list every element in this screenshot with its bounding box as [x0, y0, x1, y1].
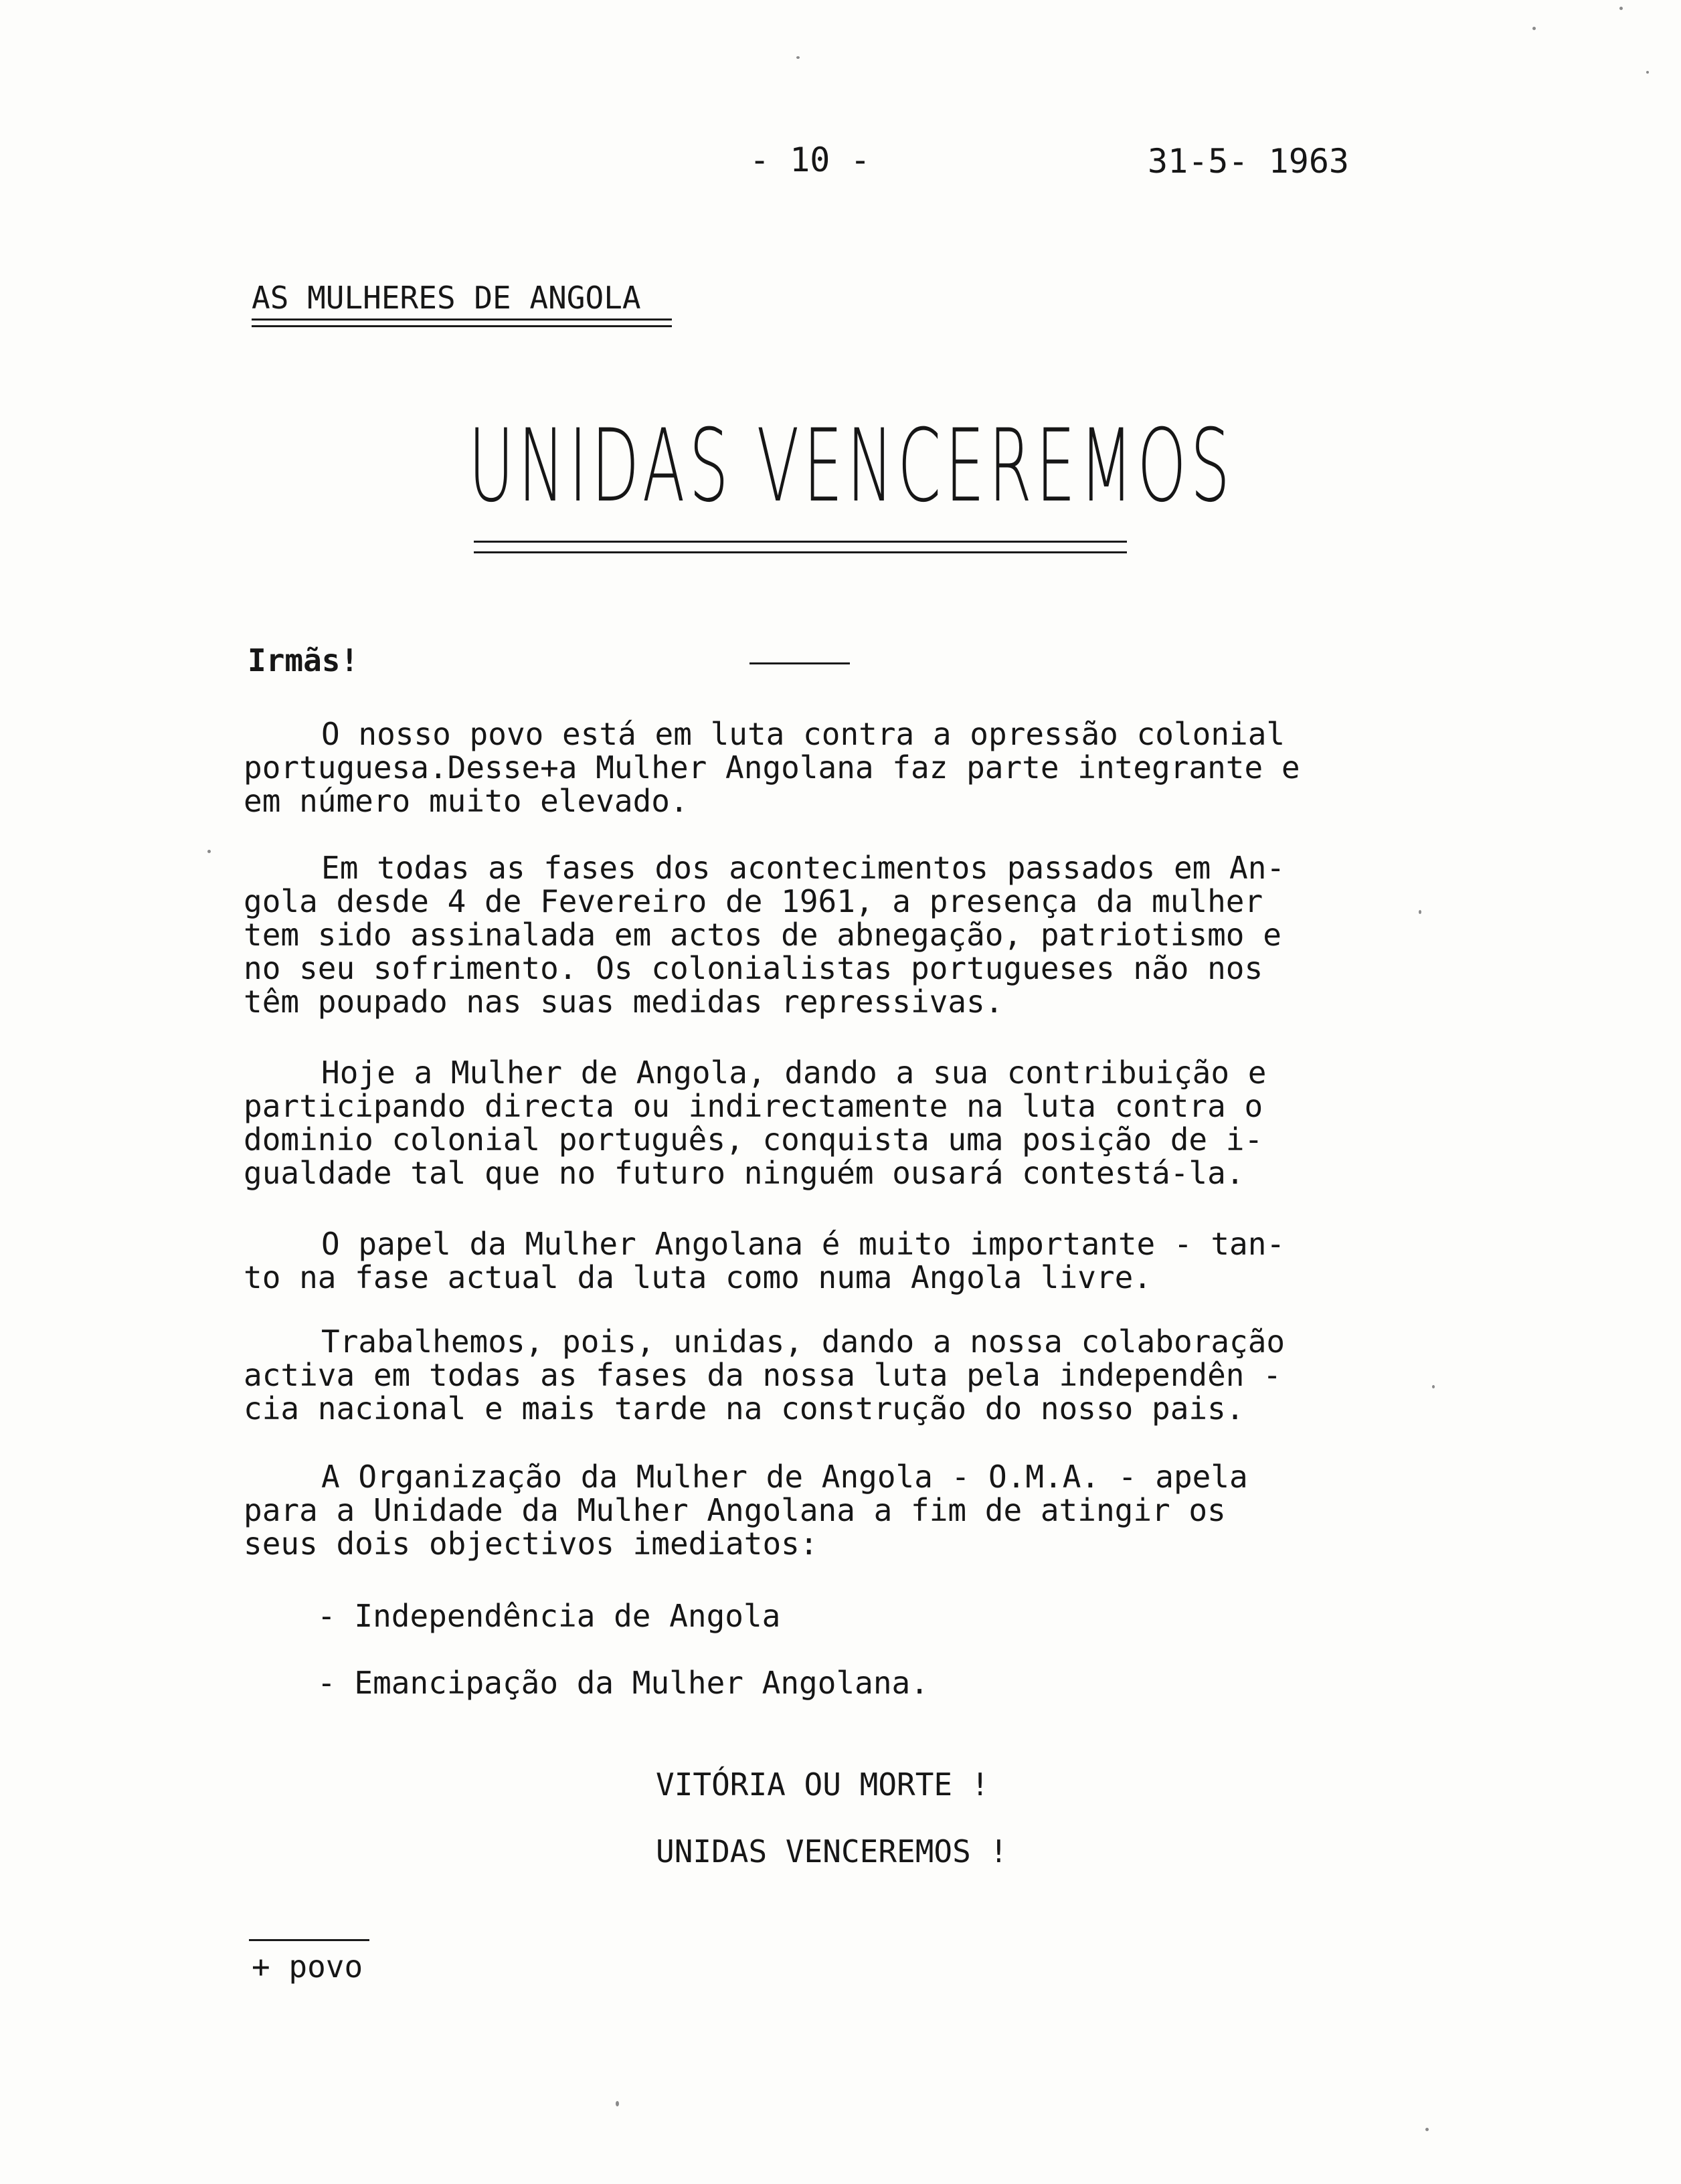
- paragraph-line: Em todas as fases dos acontecimentos passados em An-: [321, 850, 1286, 886]
- section-title-underline: [252, 318, 672, 321]
- paragraph-line: têm poupado nas suas medidas repressivas.: [244, 984, 1004, 1020]
- greeting-dash: [749, 662, 850, 664]
- paragraph-line: activa em todas as fases da nossa luta pela independên -: [244, 1357, 1281, 1393]
- paragraph-line: gualdade tal que no futuro ninguém ousará contestá-la.: [244, 1155, 1245, 1191]
- paragraph-line: seus dois objectivos imediatos:: [244, 1526, 818, 1562]
- paragraph-1: [244, 717, 1381, 818]
- scan-speck: [1646, 71, 1649, 74]
- slogan: VITÓRIA OU MORTE !: [656, 1766, 990, 1803]
- main-title-underline-second: [474, 551, 1127, 553]
- paragraph-line: Trabalhemos, pois, unidas, dando a nossa colaboração: [321, 1324, 1286, 1360]
- scan-speck: [796, 56, 800, 59]
- goal-item: - Independência de Angola: [317, 1598, 781, 1634]
- paragraph-line: participando directa ou indirectamente na luta contra o: [244, 1088, 1263, 1124]
- paragraph-line: em número muito elevado.: [244, 783, 689, 819]
- paragraph-line: O papel da Mulher Angolana é muito importante - tan-: [321, 1226, 1286, 1262]
- paragraph-line: dominio colonial português, conquista uma posição de i-: [244, 1121, 1263, 1158]
- paragraph-line: portuguesa.Desse+a Mulher Angolana faz parte integrante e: [244, 749, 1300, 786]
- paragraph-line: cia nacional e mais tarde na construção do nosso pais.: [244, 1390, 1245, 1427]
- greeting: Irmãs!: [248, 642, 359, 678]
- document-date: 31-5- 1963: [1148, 142, 1350, 181]
- paragraph-line: no seu sofrimento. Os colonialistas portugueses não nos: [244, 950, 1263, 986]
- paragraph-4: [244, 1227, 1381, 1294]
- slogan: UNIDAS VENCEREMOS !: [656, 1833, 1008, 1870]
- paragraph-line: para a Unidade da Mulher Angolana a fim de atingir os: [244, 1492, 1226, 1528]
- paragraph-3: [244, 1056, 1381, 1190]
- page-number: - 10 -: [749, 141, 871, 179]
- scan-speck: [1432, 1385, 1435, 1388]
- archive-stamp: [1151, 54, 1412, 368]
- scan-speck: [1419, 910, 1421, 914]
- scan-speck: [1425, 2128, 1429, 2131]
- main-title-underline: [474, 541, 1127, 543]
- paragraph-6: [244, 1460, 1381, 1560]
- paragraph-line: tem sido assinalada em actos de abnegação, patriotismo e: [244, 917, 1281, 953]
- section-title-underline-second: [252, 325, 672, 327]
- section-title: AS MULHERES DE ANGOLA: [252, 280, 641, 316]
- paragraph-line: gola desde 4 de Fevereiro de 1961, a presença da mulher: [244, 883, 1263, 919]
- scan-speck: [207, 850, 211, 853]
- paragraph-line: to na fase actual da luta como numa Angola livre.: [244, 1259, 1152, 1295]
- paragraph-line: A Organização da Mulher de Angola - O.M.A. - apela: [321, 1459, 1248, 1495]
- scan-speck: [1532, 27, 1536, 30]
- scan-speck: [616, 2101, 619, 2106]
- paragraph-line: Hoje a Mulher de Angola, dando a sua contribuição e: [321, 1055, 1267, 1091]
- scan-speck: [1619, 7, 1623, 10]
- goal-item: - Emancipação da Mulher Angolana.: [317, 1665, 929, 1701]
- paragraph-2: [244, 851, 1381, 1018]
- paragraph-line: O nosso povo está em luta contra a opressão colonial: [321, 716, 1286, 752]
- footnote: + povo: [252, 1948, 363, 1985]
- main-title: UNIDAS VENCEREMOS: [468, 408, 1235, 525]
- paragraph-5: [244, 1325, 1381, 1425]
- footnote-rule: [249, 1939, 369, 1941]
